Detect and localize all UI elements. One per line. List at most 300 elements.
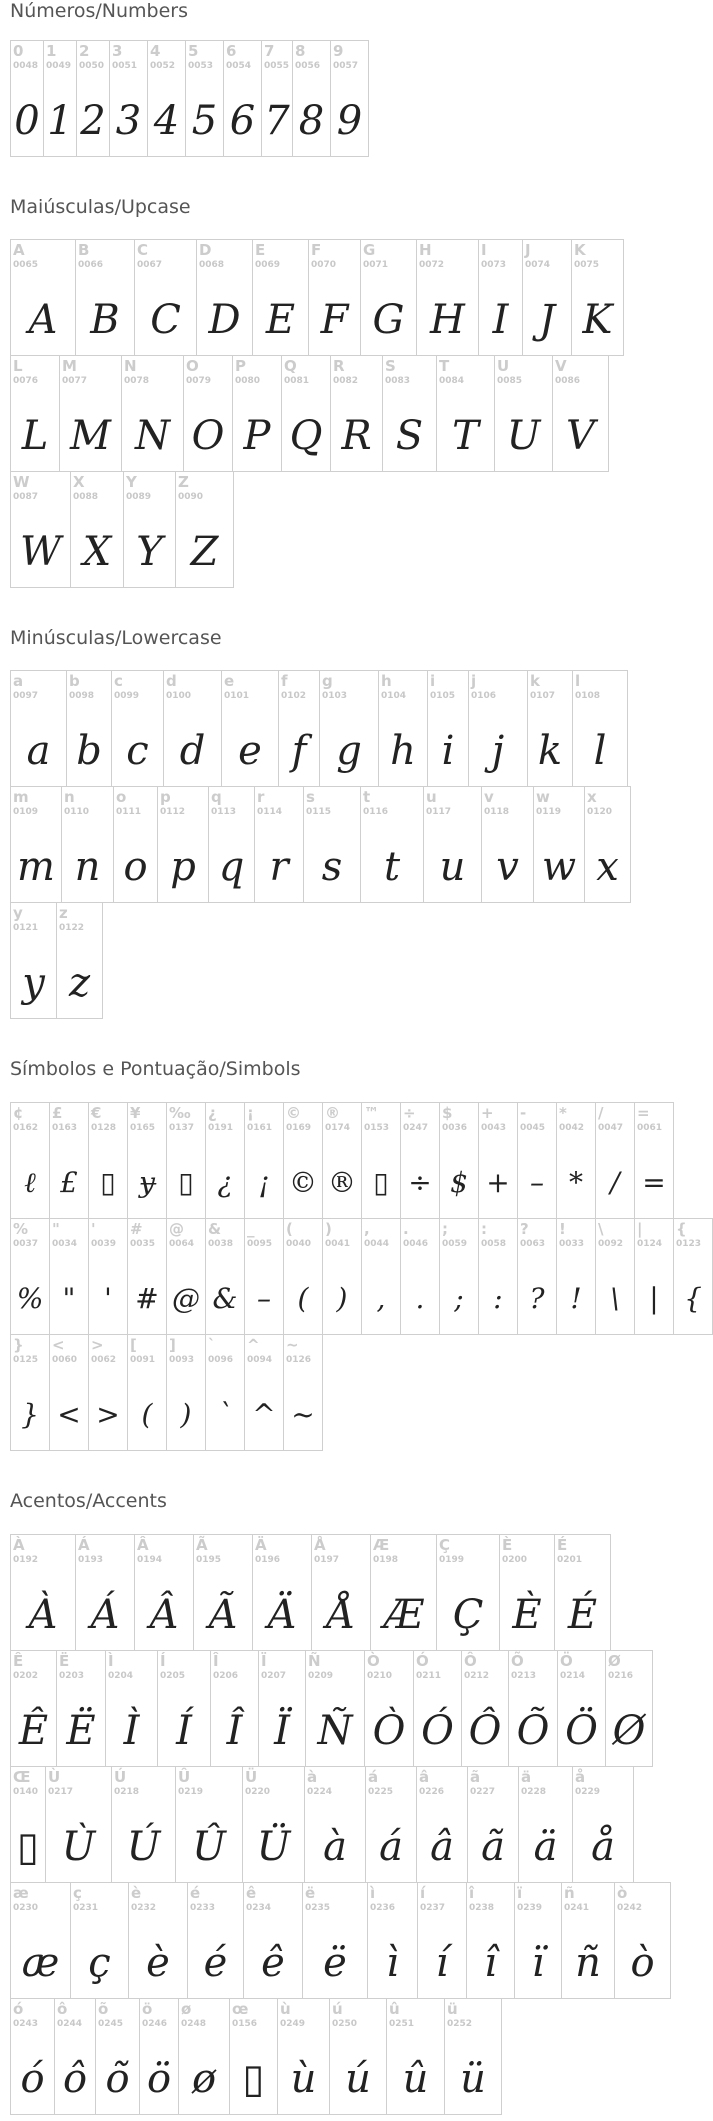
glyph-char-label: B — [78, 241, 90, 259]
glyph-sample: â — [430, 1824, 454, 1870]
glyph-char-label: 9 — [333, 42, 344, 60]
glyph-sample: 8 — [298, 98, 325, 144]
glyph-char-label: 2 — [79, 42, 90, 60]
glyph-char-label: Û — [178, 1768, 191, 1786]
glyph-sample: ▯ — [373, 1166, 389, 1199]
glyph-cell — [244, 1334, 284, 1451]
glyph-sample: q — [218, 844, 245, 890]
glyph-cell — [382, 355, 437, 472]
glyph-code-label: 0125 — [13, 1355, 39, 1365]
glyph-char-label: Ê — [13, 1652, 24, 1670]
glyph-code-label: 0063 — [520, 1239, 546, 1249]
glyph-code-label: 0082 — [333, 376, 359, 386]
glyph-cell — [439, 1102, 479, 1219]
glyph-sample: P — [243, 413, 271, 459]
glyph-sample: m — [17, 844, 55, 890]
glyph-cell — [59, 355, 122, 472]
glyph-sample: y — [22, 960, 45, 1006]
glyph-sample: í — [435, 1940, 449, 1986]
glyph-cell — [305, 1650, 365, 1767]
glyph-sample: Ø — [612, 1708, 646, 1754]
glyph-code-label: 0103 — [322, 691, 348, 701]
glyph-sample: é — [203, 1940, 228, 1986]
glyph-sample: 6 — [229, 98, 256, 144]
glyph-code-label: 0161 — [247, 1123, 273, 1133]
glyph-sample: î — [484, 1940, 497, 1986]
glyph-cell — [134, 1534, 194, 1651]
glyph-char-label: E — [255, 241, 266, 259]
glyph-char-label: f — [281, 672, 288, 690]
glyph-cell — [554, 1534, 611, 1651]
glyph-cell — [252, 1534, 312, 1651]
glyph-code-label: 0119 — [536, 807, 562, 817]
glyph-code-label: 0081 — [284, 376, 310, 386]
glyph-cell — [113, 786, 158, 903]
glyph-cell — [121, 355, 184, 472]
glyph-sample: g — [336, 728, 362, 774]
glyph-sample: W — [19, 529, 62, 575]
glyph-sample: O — [191, 413, 225, 459]
glyph-code-label: 0203 — [59, 1671, 85, 1681]
glyph-code-label: 0048 — [13, 61, 39, 71]
glyph-char-label: ¢ — [13, 1104, 24, 1122]
glyph-cell — [252, 239, 309, 356]
glyph-cell — [634, 1102, 674, 1219]
glyph-char-label: % — [13, 1220, 29, 1238]
glyph-sample: w — [541, 844, 577, 890]
glyph-code-label: 0061 — [637, 1123, 663, 1133]
glyph-code-label: 0246 — [142, 2019, 168, 2029]
glyph-sample: Â — [149, 1592, 179, 1638]
glyph-sample: © — [289, 1166, 317, 1199]
glyph-char-label: | — [637, 1220, 643, 1238]
glyph-sample: N — [135, 413, 170, 459]
glyph-char-label: Á — [78, 1536, 90, 1554]
glyph-code-label: 0194 — [137, 1555, 163, 1565]
glyph-sample: a — [26, 728, 51, 774]
glyph-sample: ^ — [252, 1398, 276, 1431]
glyph-cell — [514, 1882, 562, 1999]
glyph-code-label: 0204 — [108, 1671, 134, 1681]
glyph-code-label: 0241 — [564, 1903, 590, 1913]
glyph-sample: r — [269, 844, 289, 890]
glyph-code-label: 0214 — [560, 1671, 586, 1681]
glyph-char-label: Ô — [464, 1652, 477, 1670]
glyph-cell — [157, 786, 209, 903]
glyph-sample: ~ — [291, 1398, 315, 1431]
glyph-char-label: @ — [169, 1220, 184, 1238]
glyph-cell — [123, 471, 176, 588]
glyph-char-label: É — [557, 1536, 568, 1554]
glyph-code-label: 0199 — [439, 1555, 465, 1565]
glyph-code-label: 0232 — [131, 1903, 157, 1913]
glyph-cell — [277, 1998, 330, 2115]
glyph-code-label: 0052 — [150, 61, 176, 71]
glyph-code-label: 0107 — [530, 691, 556, 701]
glyph-cell — [127, 1218, 167, 1335]
glyph-sample: Ë — [66, 1708, 96, 1754]
glyph-cell — [605, 1650, 653, 1767]
glyph-code-label: 0122 — [59, 923, 85, 933]
glyph-code-label: 0071 — [363, 260, 389, 270]
glyph-code-label: 0237 — [420, 1903, 446, 1913]
glyph-sample: 3 — [115, 98, 142, 144]
glyph-code-label: 0090 — [178, 492, 204, 502]
glyph-code-label: 0049 — [46, 61, 72, 71]
glyph-row — [10, 1651, 670, 1767]
glyph-cell — [109, 40, 148, 157]
glyph-cell — [478, 239, 523, 356]
glyph-code-label: 0169 — [286, 1123, 312, 1133]
glyph-cell — [517, 1102, 557, 1219]
glyph-char-label: ¿ — [208, 1104, 217, 1122]
glyph-cell — [221, 670, 279, 787]
glyph-code-label: 0055 — [264, 61, 290, 71]
glyph-cell — [242, 1766, 305, 1883]
glyph-code-label: 0088 — [73, 492, 99, 502]
glyph-char-label: _ — [247, 1220, 255, 1238]
glyph-row — [10, 903, 630, 1019]
glyph-code-label: 0192 — [13, 1555, 39, 1565]
glyph-sample: Ö — [565, 1708, 598, 1754]
glyph-sample: à — [323, 1824, 347, 1870]
glyph-sample: ( — [141, 1398, 153, 1431]
glyph-cell — [494, 355, 553, 472]
glyph-cell — [378, 670, 428, 787]
glyph-cell — [229, 1998, 278, 2115]
glyph-char-label: R — [333, 357, 345, 375]
glyph-sample: ú — [345, 2056, 371, 2102]
glyph-sample: i — [441, 728, 455, 774]
glyph-sample: ô — [62, 2056, 88, 2102]
glyph-cell — [417, 1882, 467, 1999]
glyph-code-label: 0104 — [381, 691, 407, 701]
section-title: Maiúsculas/Upcase — [10, 196, 191, 218]
glyph-char-label: Î — [213, 1652, 219, 1670]
glyph-sample: f — [291, 728, 307, 774]
glyph-cell — [10, 670, 67, 787]
glyph-code-label: 0070 — [311, 260, 337, 270]
glyph-char-label: 0 — [13, 42, 24, 60]
glyph-cell — [10, 1534, 76, 1651]
glyph-cell — [139, 1998, 179, 2115]
glyph-char-label: / — [598, 1104, 604, 1122]
glyph-cell — [223, 40, 262, 157]
glyph-char-label: Ö — [560, 1652, 573, 1670]
glyph-code-label: 0112 — [160, 807, 186, 817]
glyph-char-label: £ — [52, 1104, 63, 1122]
glyph-cell — [134, 239, 197, 356]
glyph-code-label: 0218 — [114, 1787, 140, 1797]
glyph-grid — [10, 41, 368, 157]
glyph-sample: } — [21, 1398, 39, 1431]
glyph-code-label: 0105 — [430, 691, 456, 701]
glyph-char-label: e — [224, 672, 235, 690]
glyph-char-label: W — [13, 473, 30, 491]
glyph-char-label: - — [520, 1104, 527, 1122]
glyph-char-label: g — [322, 672, 333, 690]
glyph-cell — [436, 1534, 500, 1651]
glyph-cell — [292, 40, 331, 157]
glyph-code-label: 0046 — [403, 1239, 429, 1249]
glyph-char-label: Ø — [608, 1652, 621, 1670]
glyph-cell — [478, 1218, 518, 1335]
glyph-cell — [322, 1102, 362, 1219]
glyph-char-label: M — [62, 357, 77, 375]
glyph-cell — [572, 670, 628, 787]
glyph-code-label: 0075 — [574, 260, 600, 270]
glyph-code-label: 0120 — [587, 807, 613, 817]
glyph-sample: Á — [90, 1592, 120, 1638]
glyph-char-label: ë — [305, 1884, 316, 1902]
glyph-char-label: v — [484, 788, 494, 806]
glyph-char-label: c — [114, 672, 123, 690]
glyph-cell — [56, 902, 103, 1019]
glyph-sample: ÷ — [408, 1166, 432, 1199]
glyph-cell — [166, 1334, 206, 1451]
glyph-cell — [54, 1998, 96, 2115]
glyph-sample: ▯ — [178, 1166, 194, 1199]
glyph-sample: ? — [529, 1282, 545, 1315]
glyph-char-label: O — [186, 357, 199, 375]
glyph-char-label: Ü — [245, 1768, 258, 1786]
glyph-cell — [466, 1882, 515, 1999]
glyph-char-label: ] — [169, 1336, 176, 1354]
glyph-cell — [386, 1998, 445, 2115]
glyph-sample: ù — [290, 2056, 317, 2102]
glyph-char-label: m — [13, 788, 29, 806]
glyph-sample: u — [439, 844, 466, 890]
glyph-sample: z — [68, 960, 91, 1006]
glyph-sample: Å — [326, 1592, 356, 1638]
glyph-code-label: 0079 — [186, 376, 212, 386]
glyph-code-label: 0231 — [73, 1903, 99, 1913]
glyph-code-label: 0121 — [13, 923, 39, 933]
glyph-cell — [10, 1334, 50, 1451]
glyph-sample: Ù — [61, 1824, 96, 1870]
glyph-cell — [61, 786, 114, 903]
glyph-grid — [10, 671, 630, 1019]
glyph-cell — [330, 355, 383, 472]
glyph-code-label: 0226 — [419, 1787, 445, 1797]
glyph-sample: ê — [261, 1940, 285, 1986]
glyph-code-label: 0051 — [112, 61, 138, 71]
glyph-cell — [556, 1218, 596, 1335]
glyph-sample: + — [486, 1166, 510, 1199]
glyph-sample: = — [642, 1166, 666, 1199]
glyph-code-label: 0044 — [364, 1239, 390, 1249]
glyph-char-label: ó — [13, 2000, 24, 2018]
glyph-char-label: î — [469, 1884, 475, 1902]
glyph-sample: É — [567, 1592, 598, 1638]
glyph-char-label: b — [69, 672, 80, 690]
glyph-cell — [166, 1102, 206, 1219]
glyph-char-label: Å — [314, 1536, 326, 1554]
glyph-cell — [518, 1766, 573, 1883]
glyph-char-label: à — [307, 1768, 318, 1786]
glyph-char-label: ( — [286, 1220, 293, 1238]
glyph-cell — [461, 1650, 509, 1767]
glyph-code-label: 0251 — [389, 2019, 415, 2029]
glyph-char-label: ) — [325, 1220, 332, 1238]
glyph-sample: H — [430, 297, 465, 343]
glyph-cell — [552, 355, 609, 472]
glyph-sample: C — [150, 297, 181, 343]
glyph-cell — [478, 1102, 518, 1219]
glyph-sample: s — [321, 844, 343, 890]
glyph-char-label: r — [257, 788, 265, 806]
glyph-char-label: F — [311, 241, 322, 259]
glyph-cell — [400, 1218, 440, 1335]
glyph-code-label: 0228 — [521, 1787, 547, 1797]
glyph-char-label: ' — [91, 1220, 96, 1238]
glyph-code-label: 0124 — [637, 1239, 663, 1249]
glyph-sample: K — [582, 297, 613, 343]
glyph-cell — [127, 1334, 167, 1451]
glyph-cell — [364, 1650, 414, 1767]
glyph-cell — [444, 1998, 502, 2115]
glyph-code-label: 0053 — [188, 61, 214, 71]
glyph-cell — [175, 1766, 243, 1883]
glyph-char-label: z — [59, 904, 68, 922]
glyph-code-label: 0111 — [116, 807, 142, 817]
glyph-cell — [595, 1102, 635, 1219]
glyph-char-label: È — [502, 1536, 513, 1554]
glyph-char-label: Ï — [261, 1652, 267, 1670]
glyph-cell — [95, 1998, 140, 2115]
glyph-char-label: ‰ — [169, 1104, 191, 1122]
glyph-sample: £ — [60, 1166, 78, 1199]
glyph-row — [10, 1999, 670, 2115]
glyph-sample: 7 — [264, 98, 290, 144]
glyph-sample: R — [341, 413, 372, 459]
glyph-cell — [147, 40, 186, 157]
glyph-code-label: 0034 — [52, 1239, 78, 1249]
glyph-grid — [10, 240, 623, 588]
glyph-sample: " — [62, 1282, 76, 1315]
glyph-sample: B — [90, 297, 120, 343]
glyph-sample: Ã — [208, 1592, 238, 1638]
glyph-sample: x — [596, 844, 619, 890]
glyph-char-label: t — [363, 788, 371, 806]
glyph-char-label: ¡ — [247, 1104, 254, 1122]
glyph-sample: ) — [180, 1398, 192, 1431]
glyph-char-label: © — [286, 1104, 301, 1122]
glyph-code-label: 0100 — [166, 691, 192, 701]
glyph-cell — [244, 1218, 284, 1335]
glyph-code-label: 0073 — [481, 260, 507, 270]
glyph-code-label: 0206 — [213, 1671, 239, 1681]
glyph-code-label: 0244 — [57, 2019, 83, 2029]
section-title: Símbolos e Pontuação/Simbols — [10, 1058, 301, 1080]
glyph-sample: Ê — [18, 1708, 49, 1754]
glyph-sample: I — [492, 297, 509, 343]
glyph-char-label: s — [306, 788, 315, 806]
glyph-code-label: 0099 — [114, 691, 140, 701]
glyph-char-label: ù — [280, 2000, 291, 2018]
glyph-char-label: ? — [520, 1220, 529, 1238]
glyph-sample: S — [395, 413, 424, 459]
glyph-sample: Û — [192, 1824, 226, 1870]
glyph-cell — [360, 239, 417, 356]
glyph-sample: ö — [146, 2056, 172, 2102]
glyph-sample: ɏ — [139, 1166, 155, 1199]
glyph-cell — [416, 239, 479, 356]
glyph-code-label: 0202 — [13, 1671, 39, 1681]
glyph-cell — [70, 1882, 129, 1999]
glyph-cell — [311, 1534, 371, 1651]
glyph-sample: < — [57, 1398, 81, 1431]
glyph-grid — [10, 1535, 670, 2115]
glyph-sample: ñ — [575, 1940, 601, 1986]
glyph-char-label: A — [13, 241, 25, 259]
glyph-sample: ì — [386, 1940, 399, 1986]
glyph-grid — [10, 1103, 712, 1451]
glyph-row — [10, 356, 623, 472]
glyph-sample: ã — [481, 1824, 505, 1870]
glyph-sample: ò — [630, 1940, 655, 1986]
glyph-char-label: ç — [73, 1884, 82, 1902]
glyph-cell — [584, 786, 631, 903]
glyph-cell — [183, 355, 233, 472]
glyph-code-label: 0113 — [211, 807, 237, 817]
glyph-char-label: d — [166, 672, 177, 690]
glyph-cell — [70, 471, 124, 588]
glyph-cell — [413, 1650, 462, 1767]
glyph-char-label: Ù — [48, 1768, 61, 1786]
glyph-code-label: 0098 — [69, 691, 95, 701]
glyph-cell — [468, 670, 528, 787]
glyph-sample: Ú — [126, 1824, 161, 1870]
glyph-code-label: 0095 — [247, 1239, 273, 1249]
glyph-code-label: 0072 — [419, 260, 445, 270]
glyph-char-label: $ — [442, 1104, 453, 1122]
glyph-code-label: 0078 — [124, 376, 150, 386]
glyph-sample: / — [610, 1166, 620, 1199]
glyph-char-label: Í — [160, 1652, 166, 1670]
glyph-char-label: Â — [137, 1536, 149, 1554]
glyph-cell — [572, 1766, 634, 1883]
glyph-cell — [49, 1218, 89, 1335]
glyph-code-label: 0229 — [575, 1787, 601, 1797]
glyph-sample: ó — [20, 2056, 45, 2102]
glyph-code-label: 0153 — [364, 1123, 390, 1133]
glyph-code-label: 0123 — [676, 1239, 702, 1249]
glyph-sample: ¿ — [217, 1166, 233, 1199]
glyph-cell — [361, 1102, 401, 1219]
glyph-sample: @ — [172, 1282, 200, 1315]
glyph-cell — [302, 1882, 368, 1999]
glyph-char-label: u — [426, 788, 437, 806]
glyph-row — [10, 1103, 712, 1219]
glyph-char-label: > — [91, 1336, 104, 1354]
glyph-char-label: N — [124, 357, 137, 375]
glyph-cell — [10, 239, 76, 356]
glyph-cell — [319, 670, 379, 787]
glyph-char-label: ` — [208, 1336, 216, 1354]
glyph-char-label: Õ — [511, 1652, 524, 1670]
glyph-char-label: D — [199, 241, 212, 259]
glyph-code-label: 0062 — [91, 1355, 117, 1365]
glyph-char-label: í — [420, 1884, 426, 1902]
glyph-cell — [75, 239, 135, 356]
glyph-cell — [571, 239, 624, 356]
glyph-code-label: 0217 — [48, 1787, 74, 1797]
glyph-cell — [88, 1102, 128, 1219]
glyph-cell — [467, 1766, 519, 1883]
glyph-char-label: : — [481, 1220, 487, 1238]
glyph-sample: ℓ — [24, 1166, 36, 1199]
